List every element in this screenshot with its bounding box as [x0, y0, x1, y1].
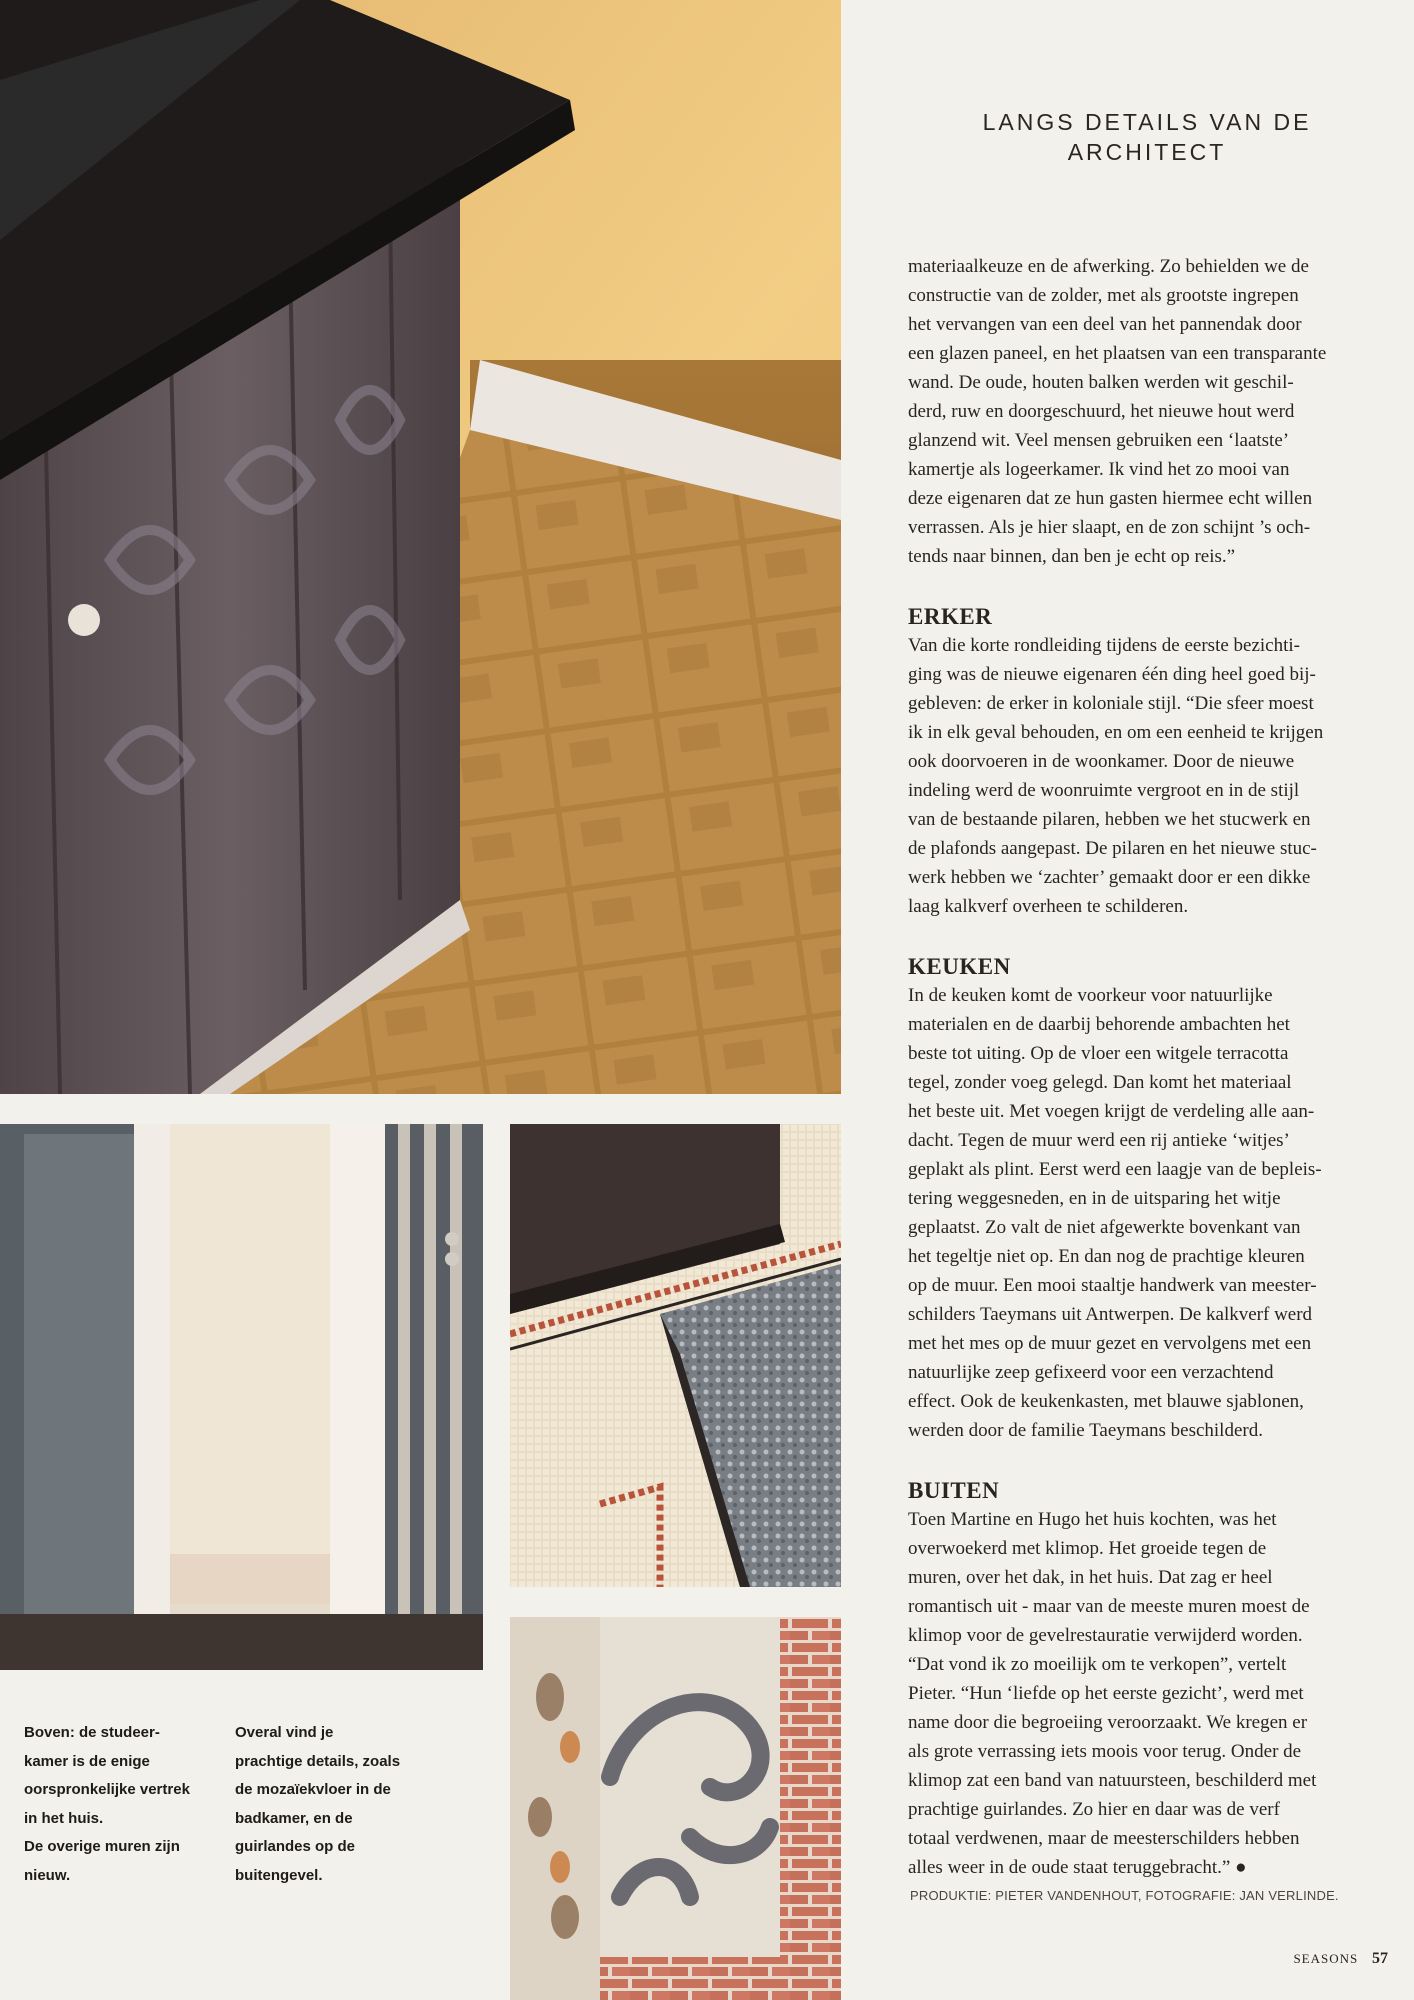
text-line: glanzend wit. Veel mensen gebruiken een ‘laatste’	[908, 430, 1290, 451]
text-line: schilders Taeymans uit Antwerpen. De kalkverf werd	[908, 1304, 1313, 1325]
text-line: Toen Martine en Hugo het huis kochten, was het	[908, 1509, 1277, 1530]
text-line: muren, over het dak, in het huis. Dat zag er heel	[908, 1567, 1273, 1588]
study-hallway-photo	[0, 1124, 483, 1670]
text-line: beste tot uiting. Op de vloer een witgele terracotta	[908, 1043, 1289, 1064]
text-line: tends naar binnen, dan ben je echt op reis.”	[908, 546, 1236, 567]
text-line: tegel, zonder voeg gelegd. Dan komt het materiaal	[908, 1072, 1292, 1093]
page-footer	[1293, 1950, 1388, 1968]
magazine-name: SEASONS	[1293, 1951, 1359, 1966]
text-line: In de keuken komt de voorkeur voor natuurlijke	[908, 985, 1273, 1006]
text-line: ik in elk geval behouden, en om een eenheid te krijgen	[908, 722, 1324, 743]
text-line: Pieter. “Hun ‘liefde op het eerste gezicht’, werd met	[908, 1683, 1304, 1704]
text-line: het vervangen van een deel van het pannendak door	[908, 314, 1302, 335]
text-line: materialen en de daarbij behorende ambachten het	[908, 1014, 1290, 1035]
kitchen-cabinet-photo	[0, 0, 841, 1094]
text-line: effect. Ook de keukenkasten, met blauwe sjablonen,	[908, 1391, 1304, 1412]
caption-line: De overige muren zijn	[24, 1838, 180, 1855]
section-title-keuken: KEUKEN	[908, 954, 1011, 979]
text-line: materiaalkeuze en de afwerking. Zo behielden we de	[908, 256, 1309, 277]
text-line: laag kalkverf overheen te schilderen.	[908, 896, 1189, 917]
caption-line: kamer is de enige	[24, 1752, 150, 1770]
text-line: het beste uit. Met voegen krijgt de verdeling alle aan-	[908, 1101, 1315, 1122]
text-line: klimop zat een band van natuursteen, beschilderd met	[908, 1770, 1317, 1791]
article-body	[908, 252, 1378, 1882]
text-line: prachtige guirlandes. Zo hier en daar was de verf	[908, 1799, 1280, 1820]
text-line: natuurlijke zeep gefixeerd voor een verzachtend	[908, 1362, 1274, 1383]
section-title-buiten: BUITEN	[908, 1478, 1000, 1503]
heading-line-2: ARCHITECT	[1067, 139, 1227, 165]
section-paragraph	[908, 631, 1378, 921]
caption-line: de mozaïekvloer in de	[235, 1781, 391, 1798]
text-line: derd, ruw en doorgeschuurd, het nieuwe hout werd	[908, 401, 1295, 422]
text-line: gebleven: de erker in koloniale stijl. “Die sfeer moest	[908, 693, 1314, 714]
caption-line: guirlandes op de	[235, 1838, 356, 1855]
caption-line: Boven: de studeer-	[24, 1724, 160, 1741]
text-line: op de muur. Een mooi staaltje handwerk van meester-	[908, 1275, 1317, 1296]
text-line: ging was de nieuwe eigenaren één ding heel goed bij-	[908, 664, 1316, 685]
caption-line: in het huis.	[24, 1809, 104, 1827]
section-title-erker: ERKER	[908, 604, 993, 629]
caption-line: badkamer, en de	[235, 1809, 353, 1827]
text-line: totaal verdwenen, maar de meesterschilders hebben	[908, 1828, 1300, 1849]
caption-line: nieuw.	[24, 1866, 71, 1884]
text-line: van de bestaande pilaren, hebben we het stucwerk en	[908, 809, 1311, 830]
text-line: verrassen. Als je hier slaapt, en de zon schijnt ’s och-	[908, 517, 1311, 538]
section-keuken	[908, 953, 1378, 1445]
text-line: geplaatst. Zo valt de niet afgewerkte bovenkant van	[908, 1217, 1301, 1238]
caption-left	[24, 1719, 224, 1890]
heading-line-1: LANGS DETAILS VAN DE	[982, 109, 1312, 135]
text-line: indeling werd de woonruimte vergroot en in de stijl	[908, 780, 1300, 801]
section-erker	[908, 603, 1378, 921]
text-line: klimop voor de gevelrestauratie verwijderd worden.	[908, 1625, 1303, 1646]
mosaic-floor-photo	[510, 1124, 841, 1587]
section-paragraph	[908, 981, 1378, 1445]
text-line: constructie van de zolder, met als grootste ingrepen	[908, 285, 1299, 306]
text-line: Van die korte rondleiding tijdens de eerste bezichti-	[908, 635, 1301, 656]
text-line: ook doorvoeren in de woonkamer. Door de nieuwe	[908, 751, 1295, 772]
text-line: een glazen paneel, en het plaatsen van een transparante	[908, 343, 1327, 364]
caption-line: Overal vind je	[235, 1724, 334, 1741]
text-line: de plafonds aangepast. De pilaren en het nieuwe stuc-	[908, 838, 1317, 859]
text-line: het tegeltje niet op. En dan nog de prachtige kleuren	[908, 1246, 1305, 1267]
text-line: kamertje als logeerkamer. Ik vind het zo mooi van	[908, 459, 1290, 480]
section-heading	[912, 107, 1382, 167]
photo-credits: PRODUKTIE: PIETER VANDENHOUT, FOTOGRAFIE: JAN VERLINDE.	[910, 1888, 1339, 1903]
text-line: werden door de familie Taeymans beschilderd.	[908, 1420, 1263, 1441]
text-line: wand. De oude, houten balken werden wit geschil-	[908, 372, 1294, 393]
caption-line: prachtige details, zoals	[235, 1752, 401, 1770]
caption-line: oorspronkelijke vertrek	[24, 1781, 190, 1798]
facade-garland-photo	[510, 1617, 841, 2000]
text-line: als grote verrassing iets moois voor terug. Onder de	[908, 1741, 1302, 1762]
text-line: deze eigenaren dat ze hun gasten hiermee echt willen	[908, 488, 1313, 509]
section-buiten	[908, 1477, 1378, 1882]
caption-right	[235, 1719, 435, 1890]
text-line: tering weggesneden, en in de uitsparing het witje	[908, 1188, 1281, 1209]
text-line: “Dat vond ik zo moeilijk om te verkopen”, vertelt	[908, 1654, 1287, 1675]
text-line: werk hebben we ‘zachter’ gemaakt door er een dikke	[908, 867, 1311, 888]
page-number: 57	[1372, 1950, 1388, 1967]
text-line: met het mes op de muur gezet en vervolgens met een	[908, 1333, 1312, 1354]
text-line: alles weer in de oude staat teruggebracht.” ●	[908, 1857, 1247, 1878]
text-line: name door die begroeiing veroorzaakt. We kregen er	[908, 1712, 1308, 1733]
text-line: dacht. Tegen de muur werd een rij antieke ‘witjes’	[908, 1130, 1290, 1151]
caption-line: buitengevel.	[235, 1866, 323, 1884]
text-line: geplakt als plint. Eerst werd een laagje van de bepleis-	[908, 1159, 1322, 1180]
text-line: romantisch uit - maar van de meeste muren moest de	[908, 1596, 1310, 1617]
text-line: overwoekerd met klimop. Het groeide tegen de	[908, 1538, 1267, 1559]
intro-paragraph	[908, 252, 1378, 571]
section-paragraph	[908, 1505, 1378, 1882]
